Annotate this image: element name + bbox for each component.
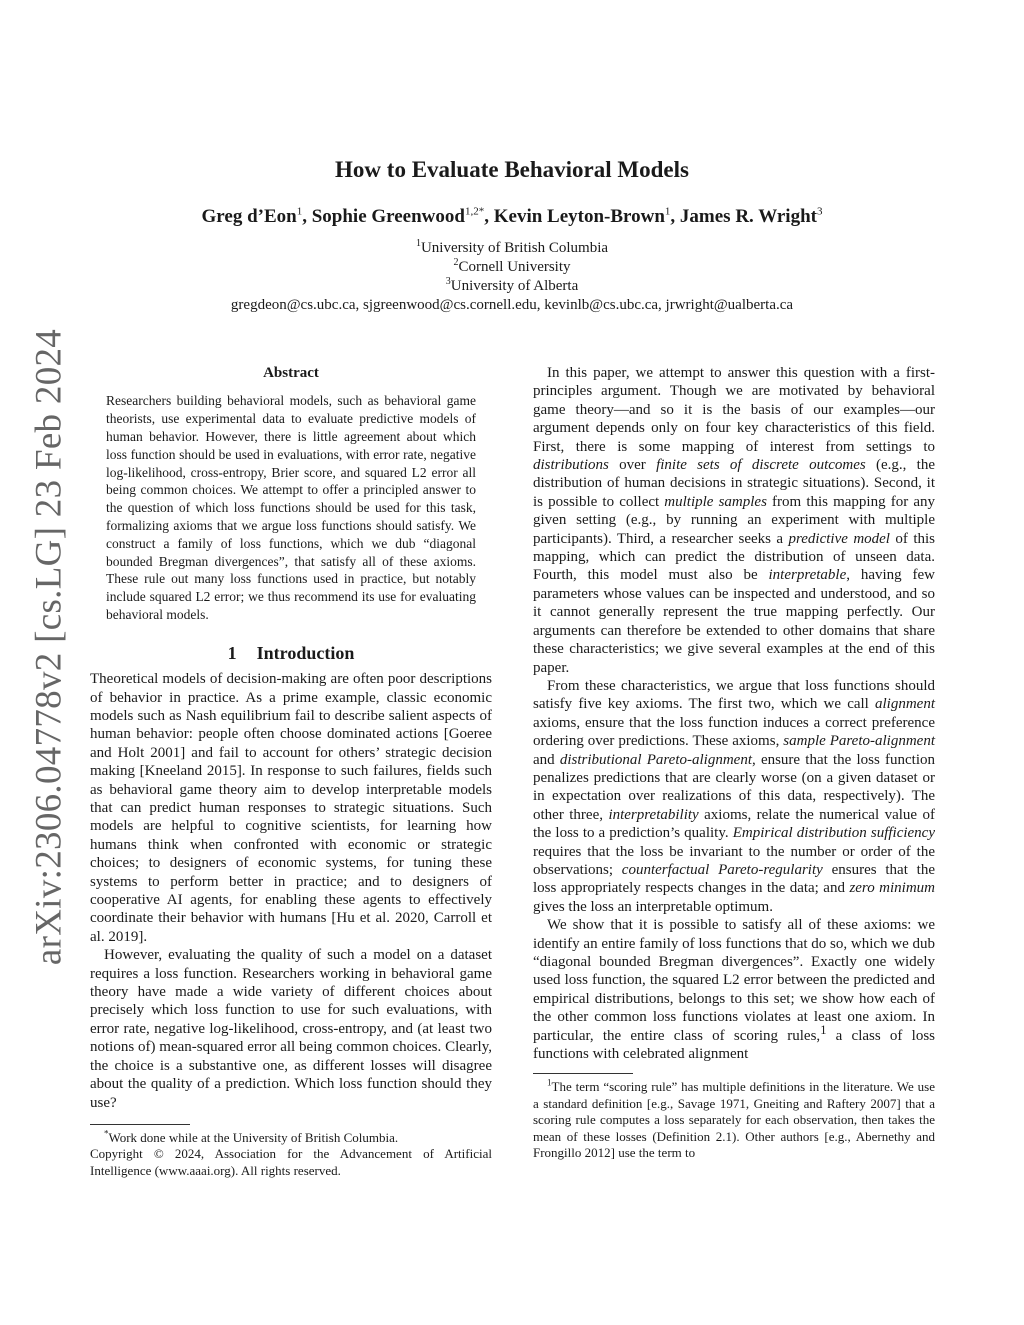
footnote-rule	[533, 1073, 633, 1074]
author-list: Greg d’Eon$^1$, Sophie Greenwood$^{1,2*}$, Kevin Leyton-Brown$^1$, James R. Wright$^3$	[201, 205, 823, 227]
abstract-text: Researchers building behavioral models, such as behavioral game theorists, use experimental data to evaluate predictive models of human behavior. However, there is little agreement about which loss function should be used in evaluations, with error rate, negative log-likelihood, cross-entropy, Brier score, and squared L2 error all being common choices. We attempt to offer a principled answer to the question of which loss functions should be used for this task, formalizing axioms that we argue loss functions should satisfy. We construct a family of loss functions, which we dub “diagonal bounded Bregman divergences”, that satisfy all of these axioms. These rule out many loss functions used in practice, but notably include squared L2 error; we thus recommend its use for evaluating behavioral models.	[106, 393, 476, 622]
text-run: axioms, ensure that the loss function induces a correct preference ordering over predictions. These axioms,	[533, 714, 935, 750]
emphasis: alignment	[875, 696, 935, 713]
footnote-rule	[90, 1124, 190, 1125]
emphasis: distributional Pareto-alignment	[559, 751, 752, 768]
footnote	[90, 1130, 492, 1147]
affiliation-name: University of British Columbia	[420, 240, 609, 256]
text-run: In this paper, we attempt to answer this question with a first-principles argument. Though we are motivated by behavioral game theory—and so it is the basis of our examples—our argument depends only on four key characteristics of this field. First, there is some mapping of interest from settings to	[533, 365, 935, 455]
author-emails: gregdeon@cs.ubc.ca, sjgreenwood@cs.cornell.edu, kevinlb@cs.ubc.ca, jrwright@ualberta.ca	[230, 297, 794, 313]
right-column	[533, 364, 935, 1162]
affiliation	[0, 277, 1024, 295]
footnote-text: The term “scoring rule” has multiple definitions in the literature. We use a standard definition [e.g., Savage 1971, Gneiting and Raftery 2007] that a scoring rule computes a loss separately for each observation, then takes the mean of these losses (Definition 2.1). Other authors [e.g., Abernethy and Frongillo 2012] use the term to	[533, 1079, 935, 1161]
affiliation-mark: 1	[415, 238, 421, 249]
text-run: We show that it is possible to satisfy all of these axioms: we identify an entire family of loss functions that do so, which we dub “diagonal bounded Bregman divergences”. Exactly one widely used loss function, the squared L2 error between the predicted and empirical distributions, belongs to this set; we show how each of the other common loss functions violates at least one axiom. In particular, the entire class of scoring rules,	[533, 917, 936, 1044]
footnote-text: Work done while at the University of British Columbia.	[108, 1129, 399, 1145]
text-run: ensures that the loss appropriately respects changes in the data; and	[533, 861, 935, 897]
text-run: (e.g., the distribution of human decisions in strategic situations). Second, it is possible to collect	[533, 457, 936, 510]
author-name: James R. Wright	[679, 206, 817, 227]
author-name: Sophie Greenwood	[311, 206, 465, 227]
footnote-mark: *	[104, 1128, 109, 1139]
author-name: Kevin Leyton-Brown	[493, 206, 665, 227]
paragraph	[533, 916, 935, 1063]
emphasis: interpretable	[768, 567, 847, 584]
paragraph	[533, 364, 935, 677]
text-run: over	[608, 457, 657, 474]
author-mark: 1	[296, 205, 303, 218]
affiliation-mark: 3	[445, 276, 451, 287]
paper-title: How to Evaluate Behavioral Models	[335, 157, 689, 182]
text-run: and	[533, 751, 560, 768]
text-run: requires that the loss be invariant to the number or order of the observations;	[533, 843, 935, 878]
text-run: , ensure that the loss function penalizes predictions that are clearly worse (on a given dataset or in expectation over realizations of this data, respectively). The other three,	[533, 751, 936, 823]
emphasis: zero minimum	[849, 880, 936, 897]
affiliation	[0, 239, 1024, 257]
emphasis: finite sets of discrete outcomes	[656, 457, 866, 474]
text-run: gives the loss an interpretable optimum.	[533, 898, 773, 915]
text-run: axioms, relate the numerical value of the loss to a prediction’s quality.	[533, 806, 935, 842]
text-run: of this mapping, which can predict the distribution of unseen data. Fourth, this model must also be	[533, 530, 935, 584]
emphasis: multiple samples	[664, 493, 767, 510]
author-mark: 3	[816, 205, 823, 218]
text-run: from this mapping for any given setting (e.g., by running an experiment with multiple participants). Third, a researcher seeks a	[533, 493, 935, 547]
affiliation-name: University of Alberta	[450, 278, 579, 294]
emphasis: sample Pareto-alignment	[783, 733, 935, 750]
footnote	[533, 1079, 935, 1162]
text-run: From these characteristics, we argue that loss functions should satisfy five key axioms. The first two, which we call	[533, 677, 935, 713]
section-number: 1	[227, 642, 237, 663]
section-title: Introduction	[256, 642, 355, 663]
text-run: , having few parameters whose values can be inspected and understood, and so it cannot generally represent the true mapping perfectly. Our arguments can therefore be extended to other domains that share these characteristics; we give several examples at the end of this paper.	[533, 567, 935, 676]
section-heading	[90, 644, 492, 662]
affiliation-mark: 2	[453, 257, 459, 268]
paragraph: However, evaluating the quality of such a model on a dataset requires a loss function. Researchers working in behavioral game theory have made a wide variety of different choices about precisely which loss function to use for such evaluations, with error rate, negative log-likelihood, cross-entropy, and (at least two notions of) mean-squared error all being common choices. Clearly, the choice is a substantive one, as different losses will disagree about the quality of a prediction. Which loss function should they use?	[90, 947, 492, 1111]
paragraph: Theoretical models of decision-making are often poor descriptions of behavior in practice. As a prime example, classic economic models such as Nash equilibrium fail to describe salient aspects of human behavior: people often choose dominated actions [Goeree and Holt 2001] and fail to account for others’ strategic decision making [Kneeland 2015]. In response to such failures, fields such as behavioral game theory aim to develop interpretable models that can predict human responses to strategic situations. Such models are helpful to cognitive scientists, for learning how humans think when confronted with economic or strategic choices; to designers of economic systems, for tuning these systems to perform better in practice; and to designers of cooperative AI agents, for enabling these agents to effectively coordinate their behavior with humans [Hu et al. 2020, Carroll et al. 2019].	[90, 671, 492, 945]
paragraph	[533, 677, 935, 916]
abstract-heading: Abstract	[263, 365, 319, 381]
affiliation	[0, 258, 1024, 276]
author-mark: 1	[664, 205, 671, 218]
left-column	[90, 364, 492, 1179]
emphasis: Empirical distribution sufficiency	[732, 825, 935, 842]
author-mark: 1,2*	[464, 205, 485, 218]
text-run: a class of loss functions with celebrated alignment	[533, 1027, 936, 1063]
emphasis: predictive model	[788, 530, 890, 547]
arxiv-sidebar	[8, 328, 90, 966]
arxiv-identifier: arXiv:2306.04778v2 [cs.LG] 23 Feb 2024	[28, 328, 70, 966]
emphasis: interpretability	[608, 806, 699, 823]
footnote-ref: 1	[820, 1022, 827, 1037]
affiliation-name: Cornell University	[458, 259, 571, 275]
footnote-mark: 1	[547, 1078, 552, 1089]
emphasis: counterfactual Pareto-regularity	[621, 861, 823, 878]
emphasis: distributions	[533, 457, 609, 474]
author-name: Greg d’Eon	[201, 206, 297, 227]
copyright-notice: Copyright © 2024, Association for the Advancement of Artificial Intelligence (www.aaai.org). All rights reserved.	[90, 1146, 492, 1178]
